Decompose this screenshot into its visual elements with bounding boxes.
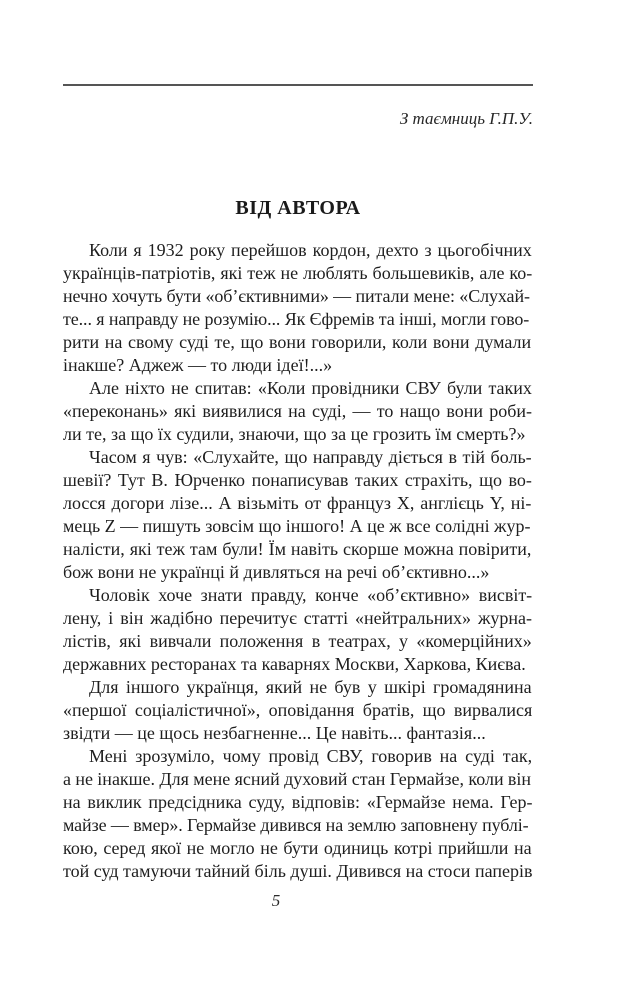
text-line: лосся догори лізе... А візьміть от француз X, англієць Y, ні-	[63, 493, 532, 513]
text-line: Для іншого українця, який не був у шкірі громадянина	[89, 677, 532, 697]
text-line: на виклик предсідника суду, відповів: «Гермайзе нема. Гер-	[63, 792, 533, 812]
text-line: «переконань» які виявилися на суді, — то нащо вони роби-	[63, 401, 533, 421]
text-line: бож вони не українці й дивляться на речі об’єктивно...»	[63, 562, 490, 582]
text-line: Мені зрозуміло, чому провід СВУ, говорив на суді так,	[89, 746, 533, 766]
text-line: шевії? Тут В. Юрченко понаписував таких страхіть, що во-	[63, 470, 532, 490]
text-line: Чоловік хоче знати правду, конче «об’єктивно» висвіт-	[89, 585, 533, 605]
text-line: «першої соціалістичної», оповідання братів, що вирвалися	[63, 700, 533, 720]
text-line: той суд тамуючи тайний біль душі. Дивився на стоси паперів	[63, 861, 533, 881]
body-text	[63, 239, 533, 883]
paragraph	[63, 377, 533, 446]
text-line: українців-патріотів, які теж не люблять большевиків, але ко-	[63, 263, 533, 283]
page-number: 5	[271, 891, 281, 910]
text-line: Часом я чув: «Слухайте, що направду діється в тій боль-	[89, 447, 532, 467]
text-line: ли те, за що їх судили, знаючи, що за це грозить їм смерть?»	[63, 424, 526, 444]
paragraph	[63, 745, 533, 883]
text-line: лістів, які вивчали положення в театрах, у «комерційних»	[63, 631, 532, 651]
paragraph	[63, 584, 533, 676]
text-line: інакше? Аджеж — то люди ідеї!...»	[63, 355, 333, 375]
paragraph	[63, 676, 533, 745]
text-line: а не інакше. Для мене ясний духовий стан Гермайзе, коли він	[63, 769, 532, 789]
chapter-title: ВІД АВТОРА	[235, 197, 361, 219]
paragraph	[63, 239, 533, 377]
text-line: те... я направду не розумію... Як Єфремів та інші, могли гово-	[63, 309, 530, 329]
text-line: Але ніхто не спитав: «Коли провідники СВУ були таких	[89, 378, 532, 398]
text-line: Коли я 1932 року перейшов кордон, дехто з цьогобічних	[89, 240, 532, 260]
text-line: налісти, які теж там були! Їм навіть скорше можна повірити,	[63, 539, 532, 559]
text-line: лену, і він жадібно перечитує статті «нейтральних» журна-	[63, 608, 532, 628]
text-line: звідти — це щось незбагненне... Це навіть... фантазія...	[63, 723, 486, 743]
text-line: державних ресторанах та каварнях Москви, Харкова, Києва.	[63, 654, 526, 674]
paragraph	[63, 446, 533, 584]
text-line: майзе — вмер». Гермайзе дивився на землю заповнену публі-	[63, 815, 529, 835]
text-line: кою, серед якої не могло не бути одиниць котрі прийшли на	[63, 838, 532, 858]
running-header: З таємниць Г.П.У.	[399, 109, 533, 128]
text-line: мець Z — пишуть зовсім що іншого! А це ж все солідні жур-	[63, 516, 531, 536]
text-line: рити на свому суді те, що вони говорили, коли вони думали	[63, 332, 532, 352]
header-rule	[63, 84, 533, 86]
text-line: нечно хочуть бути «об’єктивними» — питали мене: «Слухай-	[63, 286, 530, 306]
